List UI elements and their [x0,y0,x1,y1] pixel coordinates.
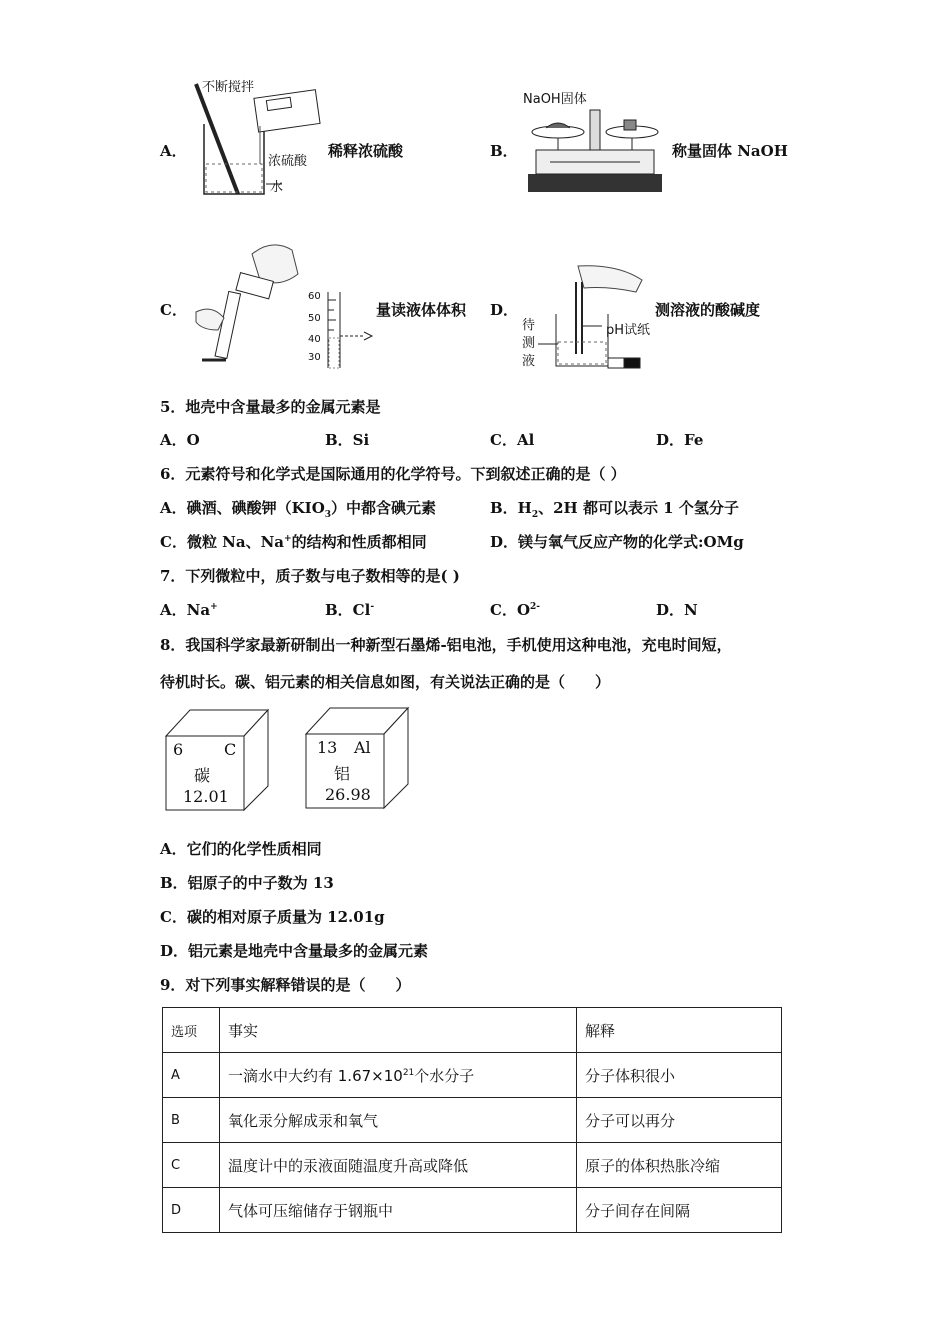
q8-option-d: D．铝元素是地壳中含量最多的金属元素 [160,942,429,960]
row-reason: 原子的体积热胀冷缩 [577,1143,782,1188]
table-row [163,1053,782,1098]
label-water: 水 [270,180,284,195]
q6-option-d: D．镁与氧气反应产物的化学式:OMg [490,533,744,551]
label-ph-paper: pH试纸 [606,323,651,338]
q6-option-b [490,497,739,520]
label-solution-3: 液 [522,354,536,369]
fact-text-2: 个水分子 [414,1066,475,1085]
row-reason: 分子体积很小 [577,1053,782,1098]
carbon-name: 碳 [194,766,211,785]
aluminum-name: 铝 [334,764,351,783]
row-option: A [163,1053,220,1098]
caption-d: 测溶液的酸碱度 [655,301,761,319]
tick-30: 30 [308,352,321,363]
q7-c-sup: 2- [530,602,541,612]
row-reason: 分子间存在间隔 [577,1188,782,1233]
q7-a-text: A．Na [160,601,211,619]
aluminum-number: 13 [317,738,338,757]
table-row [163,1098,782,1143]
q7-option-c [490,599,540,620]
header-fact: 事实 [220,1008,577,1053]
carbon-mass: 12.01 [183,787,229,806]
label-conc-acid: 浓硫酸 [268,154,308,169]
q7-stem: 7．下列微粒中，质子数与电子数相等的是( ) [160,567,460,585]
q8-stem-line-2: 待机时长。碳、铝元素的相关信息如图，有关说法正确的是（ ） [160,673,611,691]
q6-b-sub: 2 [531,510,539,520]
q6-a-text: A．碘酒、碘酸钾（KIO [160,499,325,517]
q6-option-a [160,497,436,520]
q8-option-b: B．铝原子的中子数为 13 [160,874,334,892]
label-solution-1: 待 [522,318,536,333]
fact-text: 一滴水中大约有 1.67×10 [228,1066,403,1085]
q6-option-c [160,531,427,552]
row-fact: 温度计中的汞液面随温度升高或降低 [220,1143,577,1188]
q6-a-text-2: ）中都含碘元素 [331,499,437,517]
dilute-acid-figure [186,76,326,206]
q8-stem-line-1: 8．我国科学家最新研制出一种新型石墨烯-铝电池，手机使用这种电池，充电时间短， [160,636,732,654]
q9-stem: 9．对下列事实解释错误的是（ ） [160,976,411,994]
row-option: C [163,1143,220,1188]
q8-option-a: A．它们的化学性质相同 [160,840,322,858]
facts-table [162,1007,782,1233]
q6-b-text: B．H [490,499,532,517]
stirring-rod [196,84,238,194]
table-row [163,1188,782,1233]
option-letter-a: A． [160,142,187,160]
row-option: B [163,1098,220,1143]
fact-sup: 21 [402,1067,415,1078]
caption-c: 量读液体体积 [376,301,467,319]
caption-a: 稀释浓硫酸 [328,142,404,160]
caption-b: 称量固体 NaOH [672,142,788,160]
label-stir: 不断搅拌 [202,80,255,95]
row-option: D [163,1188,220,1233]
q7-option-d: D．N [656,601,698,619]
q6-c-text-2: 的结构和性质都相同 [291,533,427,551]
q6-b-text-2: 、2H 都可以表示 1 个氢分子 [538,499,739,517]
row-reason: 分子可以再分 [577,1098,782,1143]
label-naoh-solid: NaOH固体 [523,92,587,107]
q7-b-text: B．Cl [325,601,371,619]
table-row [163,1143,782,1188]
q5-option-c: C．Al [490,431,535,449]
balance-figure [520,100,670,196]
q6-stem: 6．元素符号和化学式是国际通用的化学符号。下到叙述正确的是（ ） [160,465,626,483]
q5-option-d: D．Fe [656,431,704,449]
q5-option-a: A．O [160,431,200,449]
hand [578,266,642,292]
q5-stem: 5．地壳中含量最多的金属元素是 [160,398,381,416]
row-fact: 氧化汞分解成汞和氧气 [220,1098,577,1143]
carbon-number: 6 [173,740,184,759]
carbon-symbol: C [224,740,237,759]
q6-a-sub: 3 [324,510,332,520]
header-option: 选项 [163,1008,220,1053]
acid-bottle [254,90,320,132]
option-letter-b: B． [490,142,518,160]
tick-60: 60 [308,291,321,302]
ph-paper [608,358,624,368]
option-letter-d: D． [490,301,519,319]
q7-option-a [160,599,218,620]
q7-b-sup: - [370,602,375,612]
q7-a-sup: + [210,602,218,612]
table-header-row [163,1008,782,1053]
row-fact [220,1053,577,1098]
q7-option-b [325,599,374,620]
q6-c-text: C．微粒 Na、Na [160,533,285,551]
tick-40: 40 [308,334,321,345]
tick-50: 50 [308,313,321,324]
option-letter-c: C． [160,301,187,319]
q7-c-text: C．O [490,601,531,619]
aluminum-mass: 26.98 [325,785,371,804]
ph-test-figure [518,262,651,372]
aluminum-symbol: Al [354,738,371,757]
label-solution-2: 测 [522,336,536,351]
row-fact: 气体可压缩储存于钢瓶中 [220,1188,577,1233]
balance-base [528,174,662,192]
q8-option-c: C．碳的相对原子质量为 12.01g [160,908,385,926]
q5-option-b: B．Si [325,431,370,449]
header-reason: 解释 [577,1008,782,1053]
cylinder-pour-figure [192,234,304,370]
q6-c-sup: + [284,534,292,544]
